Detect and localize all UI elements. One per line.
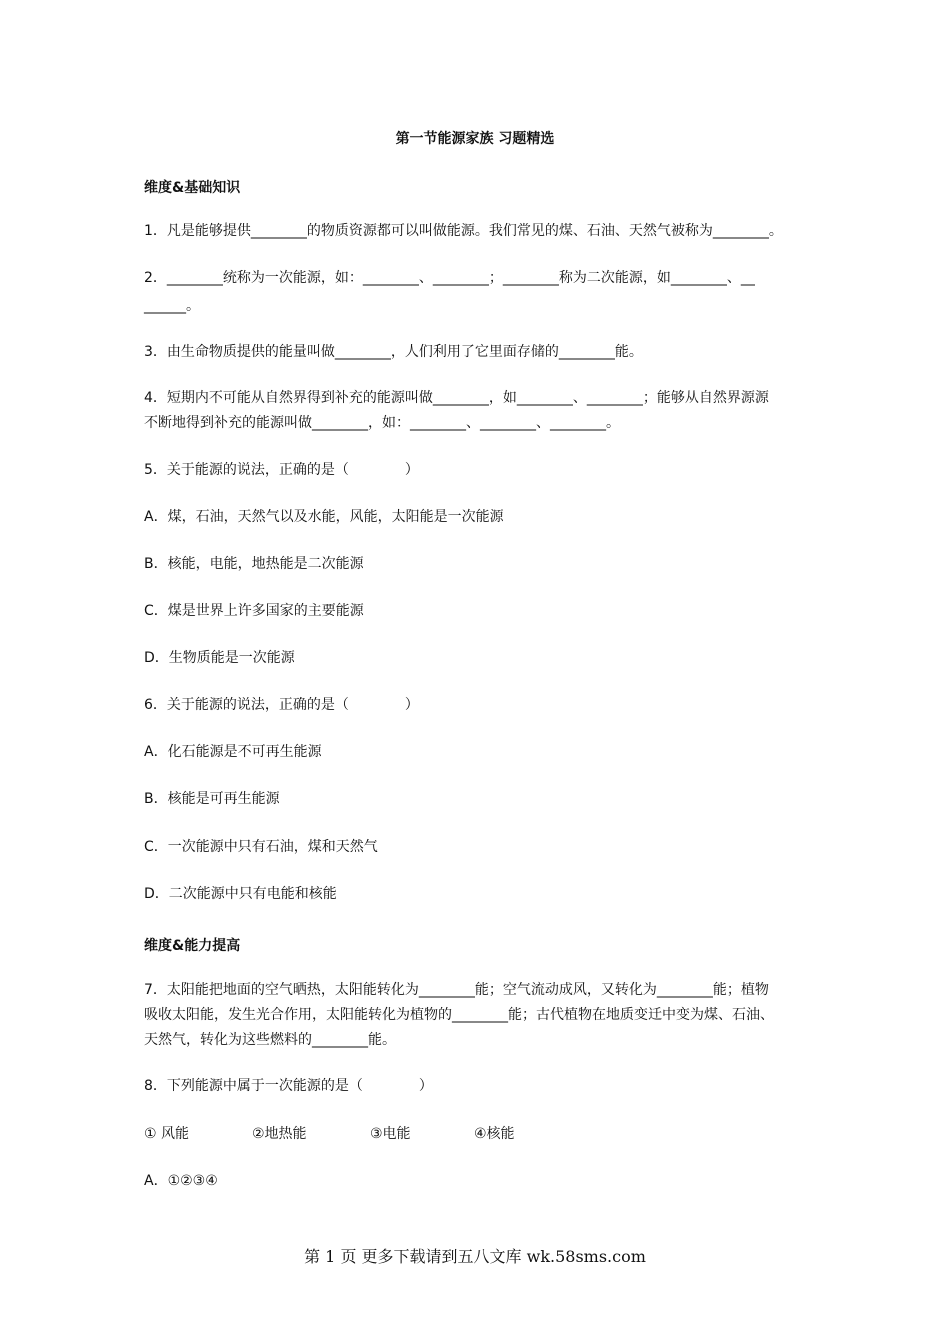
question-5-option-b: B．核能，电能，地热能是二次能源 [144,556,364,572]
question-6-option-c: C．一次能源中只有石油，煤和天然气 [144,839,378,855]
question-8-item-4: ④核能 [474,1126,515,1142]
question-8-option-a: A．①②③④ [144,1173,218,1189]
question-5-option-d: D．生物质能是一次能源 [144,650,295,666]
page-footer: 第 1 页 更多下载请到五八文库 wk.58sms.com [304,1247,646,1266]
question-5-option-c: C．煤是世界上许多国家的主要能源 [144,603,364,619]
question-8-item-3: ③电能 [370,1126,411,1142]
question-6-option-a: A．化石能源是不可再生能源 [144,744,322,760]
question-6: 6．关于能源的说法，正确的是（ ） [144,697,419,713]
question-7-line-3: 天然气，转化为这些燃料的________能。 [144,1032,396,1048]
question-4-line-2: 不断地得到补充的能源叫做________，如：________、________、________。 [144,415,620,431]
question-8-item-1: ① 风能 [144,1126,190,1142]
question-1: 1．凡是能够提供________的物质资源都可以叫做能源。我们常见的煤、石油、天然气被称为________。 [144,223,783,239]
question-2-line-1: 2．________统称为一次能源，如：________、________；________称为二次能源，如________、__ [144,270,755,286]
question-8-item-2: ②地热能 [252,1126,307,1142]
section-heading-basic: 维度&基础知识 [144,180,241,196]
question-4-line-1: 4．短期内不可能从自然界得到补充的能源叫做________，如________、________；能够从自然界源源 [144,390,769,406]
question-7-line-1: 7．太阳能把地面的空气晒热，太阳能转化为________能；空气流动成风，又转化为________能；植物 [144,982,769,998]
question-7-line-2: 吸收太阳能，发生光合作用，太阳能转化为植物的________能；古代植物在地质变迁中变为煤、石油、 [144,1007,774,1023]
question-6-option-d: D．二次能源中只有电能和核能 [144,886,337,902]
page-title: 第一节能源家族 习题精选 [395,131,555,147]
question-5: 5．关于能源的说法，正确的是（ ） [144,462,419,478]
section-heading-advanced: 维度&能力提高 [144,938,241,954]
question-5-option-a: A．煤，石油，天然气以及水能，风能，太阳能是一次能源 [144,509,504,525]
question-6-option-b: B．核能是可再生能源 [144,791,280,807]
question-3: 3．由生命物质提供的能量叫做________，人们利用了它里面存储的________能。 [144,344,643,360]
question-2-line-2: ______。 [144,298,200,314]
question-8: 8．下列能源中属于一次能源的是（ ） [144,1078,433,1094]
question-8-items [144,1122,806,1146]
